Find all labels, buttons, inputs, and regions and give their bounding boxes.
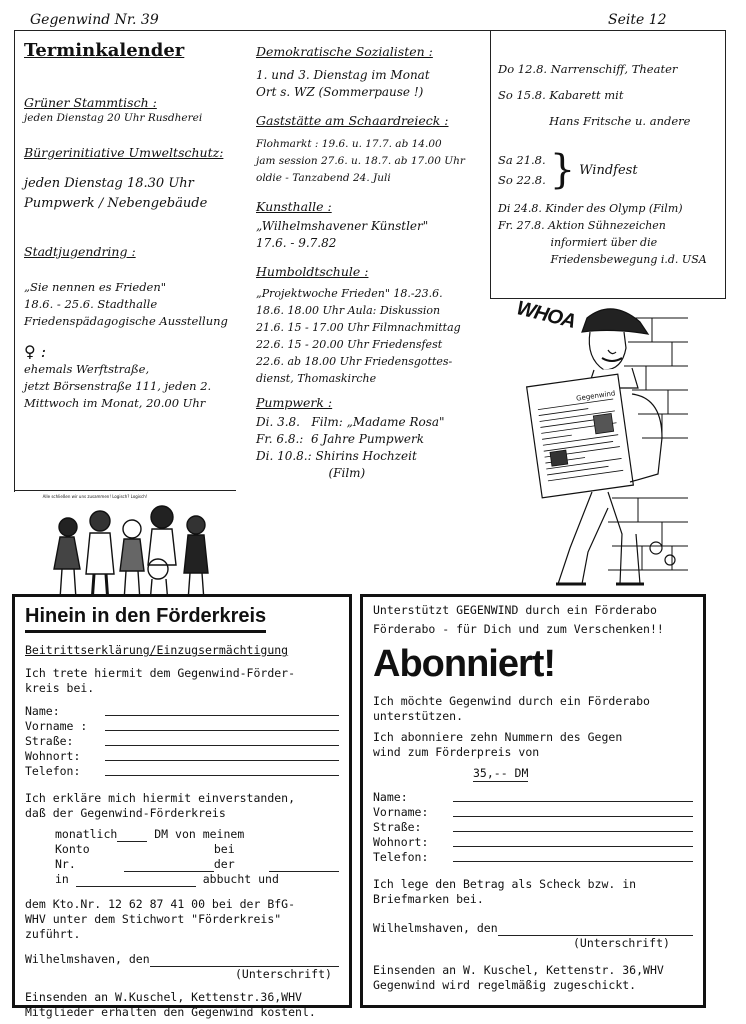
field-label: Vorname : <box>25 719 88 733</box>
sound-effect: WHOA <box>514 297 578 333</box>
event-title: Windfest <box>579 162 638 178</box>
newspaper-title: Gegenwind <box>575 389 616 403</box>
support-line: Unterstützt GEGENWIND durch ein Förderabo <box>373 603 657 617</box>
amount-line[interactable] <box>117 829 147 842</box>
page-header-left: Gegenwind Nr. 39 <box>30 12 159 28</box>
debit-label: abbucht und <box>202 872 279 886</box>
section-text: „Sie nennen es Frieden" 18.6. - 25.6. Stadthalle Friedenspädagogische Ausstellung <box>24 280 228 328</box>
section-text: „Projektwoche Frieden" 18.-23.6. 18.6. 18.00 Uhr Aula: Diskussion 21.6. 15 - 17.00 Uhr Filmnachmittag 22.6. 15 - 20.00 Uhr Friedensfest 22.6. ab 18.00 Uhr Friedensgottes- dienst, Thomaskirche <box>256 287 461 385</box>
event-list: Di 24.8. Kinder des Olymp (Film) Fr. 27.8. Aktion Sühnezeichen informiert über die Friedensbewegung i.d. USA <box>498 202 707 266</box>
section-text: Flohmarkt : 19.6. u. 17.7. ab 14.00 jam session 27.6. u. 18.7. ab 17.00 Uhr oldie - Tanzabend 24. Juli <box>256 138 465 184</box>
column-rule-bottom <box>14 490 236 491</box>
field-line[interactable] <box>453 831 693 832</box>
place-date-row <box>373 921 693 936</box>
signature-label: (Unterschrift) <box>235 967 332 981</box>
section-text: jeden Dienstag 18.30 Uhr Pumpwerk / Nebengebäude <box>24 176 208 211</box>
name-field[interactable] <box>25 704 339 719</box>
field-line[interactable] <box>105 745 339 746</box>
field-label: Straße: <box>25 734 74 748</box>
street-field[interactable] <box>373 820 693 835</box>
signature-label: (Unterschrift) <box>573 936 670 950</box>
section-title: Stadtjugendring : <box>24 244 136 259</box>
field-label: Telefon: <box>373 850 429 864</box>
place-label: Wilhelmshaven, den <box>373 921 498 935</box>
membership-form <box>12 594 352 1019</box>
account-label: Konto Nr. <box>55 842 90 871</box>
form-title: Hinein in den Förderkreis <box>25 605 266 633</box>
column-2 <box>256 44 482 482</box>
street-field[interactable] <box>25 734 339 749</box>
monthly-suffix: DM von meinem <box>154 827 245 841</box>
date-line[interactable] <box>498 923 693 936</box>
field-line[interactable] <box>453 861 693 862</box>
bank-label: bei der <box>213 842 235 871</box>
field-line[interactable] <box>105 775 339 776</box>
section-title: Bürgerinitiative Umweltschutz: <box>24 145 224 160</box>
section-text: ehemals Werftstraße, jetzt Börsenstraße 111, jeden 2. Mittwoch im Monat, 20.00 Uhr <box>24 362 212 410</box>
phone-field[interactable] <box>373 850 693 865</box>
field-line[interactable] <box>453 816 693 817</box>
brace-icon: } <box>549 147 576 193</box>
section-title: Gaststätte am Schaardreieck : <box>256 113 449 128</box>
event-dates: Sa 21.8. So 22.8. <box>498 153 546 187</box>
price-value: 35,-- DM <box>473 766 529 780</box>
place-date-row <box>25 952 339 967</box>
form-subtitle: Beitrittserklärung/Einzugsermächtigung <box>25 643 289 657</box>
first-name-field[interactable] <box>373 805 693 820</box>
phone-field[interactable] <box>25 764 339 779</box>
field-label: Name: <box>25 704 60 718</box>
section-title: Humboldtschule : <box>256 264 369 279</box>
consent-text: Ich erkläre mich hiermit einverstanden, daß der Gegenwind-Förderkreis <box>25 791 296 820</box>
location-label: in <box>55 872 69 886</box>
windfest-group <box>498 147 720 193</box>
section-text: 1. und 3. Dienstag im Monat Ort s. WZ (Sommerpause !) <box>256 68 430 99</box>
section-title: Kunsthalle : <box>256 199 332 214</box>
field-label: Telefon: <box>25 764 81 778</box>
form-fields <box>373 790 693 865</box>
field-line[interactable] <box>453 801 693 802</box>
field-label: Wohnort: <box>373 835 429 849</box>
section-title: Pumpwerk : <box>256 395 333 410</box>
city-field[interactable] <box>373 835 693 850</box>
name-field[interactable] <box>373 790 693 805</box>
column-3 <box>498 56 720 268</box>
column-rule-left <box>14 30 15 492</box>
account-line[interactable] <box>124 859 214 872</box>
kids-drawing <box>40 499 230 609</box>
section-text: „Wilhelmshavener Künstler" 17.6. - 9.7.82 <box>256 219 429 250</box>
place-label: Wilhelmshaven, den <box>25 952 150 966</box>
field-label: Name: <box>373 790 408 804</box>
section-title: ♀ : <box>24 342 47 361</box>
section-title: Grüner Stammtisch : <box>24 95 157 110</box>
page-number: Seite 12 <box>608 12 667 28</box>
form-fields <box>25 704 339 779</box>
field-line[interactable] <box>453 846 693 847</box>
field-label: Straße: <box>373 820 422 834</box>
field-line[interactable] <box>105 715 339 716</box>
section-title: Demokratische Sozialisten : <box>256 44 433 59</box>
city-field[interactable] <box>25 749 339 764</box>
form-intro: Ich trete hiermit dem Gegenwind-Förder- kreis bei. <box>25 666 296 695</box>
gift-line: Förderabo - für Dich und zum Verschenken!! <box>373 622 664 636</box>
monthly-row <box>25 827 339 842</box>
page-title: Terminkalender <box>24 40 185 61</box>
bank-line[interactable] <box>269 859 339 872</box>
cowboy-illustration <box>512 298 688 590</box>
account-row <box>25 842 339 872</box>
event-list: Do 12.8. Narrenschiff, Theater So 15.8. Kabarett mit Hans Fritsche u. andere <box>498 62 691 128</box>
account-text: dem Kto.Nr. 12 62 87 41 00 bei der BfG- WHV unter dem Stichwort "Förderkreis" zuführt. <box>25 897 296 941</box>
field-line[interactable] <box>105 730 339 731</box>
section-text: Di. 3.8. Film: „Madame Rosa" Fr. 6.8.: 6 Jahre Pumpwerk Di. 10.8.: Shirins Hochzeit (Film) <box>256 415 445 480</box>
subscription-form <box>360 594 706 1008</box>
payment-text: Ich lege den Betrag als Scheck bzw. in Briefmarken bei. <box>373 877 637 906</box>
send-to-text: Einsenden an W. Kuschel, Kettenstr. 36,WHV Gegenwind wird regelmäßig zugeschickt. <box>373 963 664 992</box>
field-line[interactable] <box>105 760 339 761</box>
headline: Abonniert! <box>373 643 556 685</box>
location-line[interactable] <box>76 874 196 887</box>
paragraph: Ich abonniere zehn Nummern des Gegen wind zum Förderpreis von <box>373 730 623 759</box>
first-name-field[interactable] <box>25 719 339 734</box>
column-1 <box>24 40 234 412</box>
monthly-label: monatlich <box>55 827 118 841</box>
price <box>373 766 693 782</box>
field-label: Vorname: <box>373 805 429 819</box>
paragraph: Ich möchte Gegenwind durch ein Förderabo unterstützen. <box>373 694 650 723</box>
cowboy-drawing <box>512 298 688 590</box>
send-to-text: Einsenden an W.Kuschel, Kettenstr.36,WHV Mitglieder erhalten den Gegenwind kostenl. <box>25 990 316 1019</box>
date-line[interactable] <box>150 954 339 967</box>
kids-caption: Alle schließen wir uns zusammen! Logisch? Logisch! <box>42 494 148 499</box>
field-label: Wohnort: <box>25 749 81 763</box>
location-row <box>25 872 339 887</box>
section-text: jeden Dienstag 20 Uhr Rusdherei <box>24 112 203 124</box>
